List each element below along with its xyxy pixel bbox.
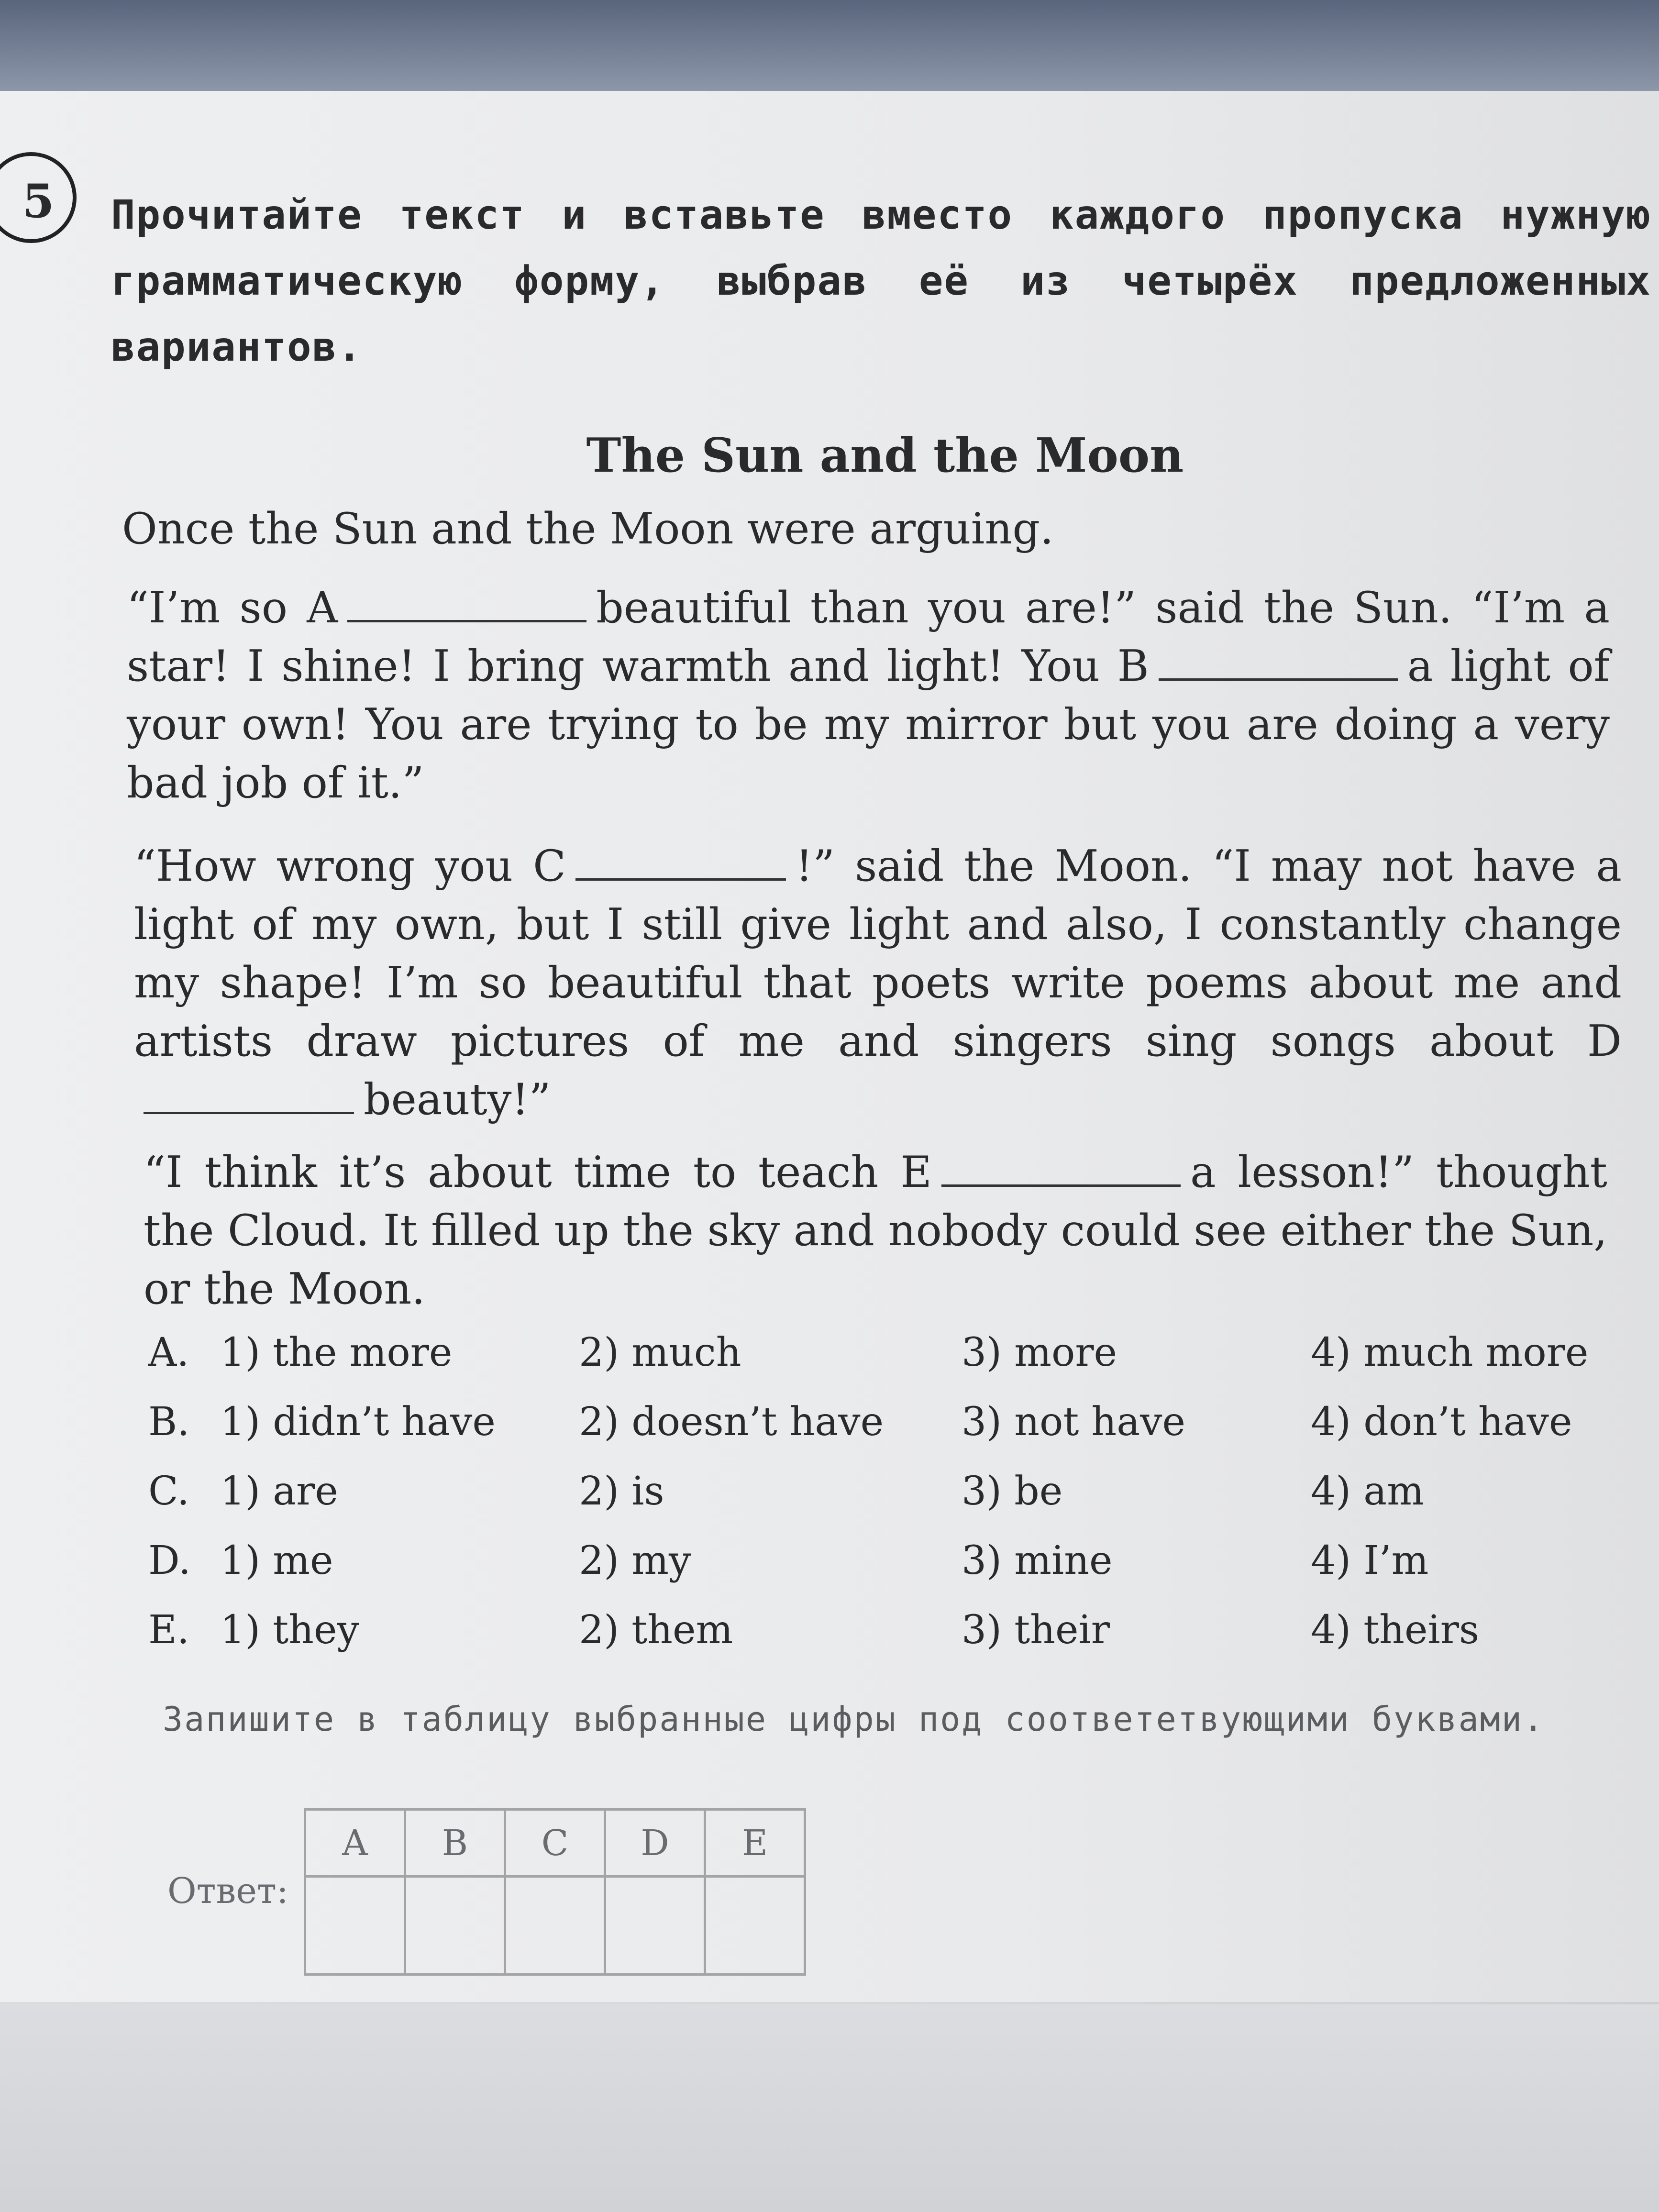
option-row-d: [148, 1538, 1631, 1595]
paragraph-3-part-a: “How wrong you C: [134, 841, 566, 891]
paragraph-4: [144, 1143, 1607, 1318]
paragraph-3-part-c: beauty!”: [364, 1074, 551, 1125]
answer-column-header: C: [505, 1810, 605, 1877]
option-choice[interactable]: 3) more: [962, 1330, 1117, 1375]
gap-e[interactable]: [941, 1181, 1181, 1187]
option-letter: D.: [148, 1538, 191, 1583]
option-choice[interactable]: 1) are: [220, 1469, 338, 1514]
option-choice[interactable]: 1) didn’t have: [220, 1399, 496, 1445]
monitor-bezel: [0, 0, 1659, 91]
option-letter: A.: [148, 1330, 189, 1375]
option-choice[interactable]: 2) much: [579, 1330, 741, 1375]
option-letter: E.: [148, 1607, 189, 1653]
option-choice[interactable]: 4) I’m: [1311, 1538, 1429, 1583]
task-instruction: Прочитайте текст и вставьте вместо каждого пропуска нужную грамматическую форму, выбрав её из четырёх предложенных вариантов.: [111, 191, 1651, 370]
option-row-a: [148, 1330, 1631, 1387]
option-choice[interactable]: 4) much more: [1311, 1330, 1589, 1375]
question-number-badge: 5: [0, 152, 77, 243]
option-choice[interactable]: 3) their: [962, 1607, 1110, 1653]
option-choice[interactable]: 3) be: [962, 1469, 1063, 1514]
option-choice[interactable]: 3) mine: [962, 1538, 1113, 1583]
answer-table-input-row: [305, 1877, 805, 1975]
option-row-b: [148, 1399, 1631, 1457]
paragraph-2-part-c: a light of your own! You are trying to be my mirror but you are doing a very bad job of it.”: [127, 641, 1610, 808]
answer-cell-c[interactable]: [505, 1877, 605, 1975]
paragraph-2-part-a: “I’m so A: [127, 583, 338, 633]
answer-cell-e[interactable]: [705, 1877, 805, 1975]
paragraph-4-part-b: a lesson!” thought the Cloud. It filled up the sky and nobody could see either the Sun, or the Moon.: [144, 1147, 1607, 1314]
option-choice[interactable]: 2) doesn’t have: [579, 1399, 884, 1445]
option-row-e: [148, 1607, 1631, 1665]
option-choice[interactable]: 4) don’t have: [1311, 1399, 1572, 1445]
answer-table: [304, 1808, 806, 1976]
answer-label: Ответ:: [167, 1870, 288, 1912]
gap-a[interactable]: [347, 616, 586, 622]
option-choice[interactable]: 1) me: [220, 1538, 333, 1583]
answer-column-header: E: [705, 1810, 805, 1877]
text-title: The Sun and the Moon: [586, 428, 1184, 483]
answer-cell-b[interactable]: [405, 1877, 505, 1975]
option-row-c: [148, 1469, 1631, 1526]
paragraph-3: [134, 837, 1622, 1129]
paragraph-1-text: Once the Sun and the Moon were arguing.: [122, 504, 1054, 554]
paragraph-1: [122, 500, 1605, 558]
option-choice[interactable]: 2) is: [579, 1469, 664, 1514]
desk-background: [0, 2004, 1659, 2212]
option-choice[interactable]: 4) theirs: [1311, 1607, 1480, 1653]
answer-cell-d[interactable]: [605, 1877, 705, 1975]
option-letter: C.: [148, 1469, 189, 1514]
answer-column-header: A: [305, 1810, 405, 1877]
paragraph-3-part-b: !” said the Moon. “I may not have a light of my own, but I still give light and also, I constantly change my shape! I’m so beautiful that poets write poems about me and artists draw pictures of me and singers sing songs about D: [134, 841, 1622, 1066]
option-choice[interactable]: 4) am: [1311, 1469, 1424, 1514]
answer-cell-a[interactable]: [305, 1877, 405, 1975]
option-choice[interactable]: 2) my: [579, 1538, 691, 1583]
answer-instruction: Запишите в таблицу выбранные цифры под соответетвующими буквами.: [163, 1700, 1545, 1739]
paragraph-4-part-a: “I think it’s about time to teach E: [144, 1147, 932, 1197]
gap-b[interactable]: [1159, 675, 1398, 681]
option-choice[interactable]: 1) they: [220, 1607, 359, 1653]
paragraph-2: [127, 579, 1610, 812]
answer-column-header: D: [605, 1810, 705, 1877]
gap-c[interactable]: [575, 874, 786, 881]
answer-table-header: [305, 1810, 805, 1877]
answer-column-header: B: [405, 1810, 505, 1877]
option-choice[interactable]: 3) not have: [962, 1399, 1185, 1445]
gap-d[interactable]: [144, 1108, 354, 1114]
option-choice[interactable]: 1) the more: [220, 1330, 453, 1375]
option-letter: B.: [148, 1399, 190, 1445]
paragraph-2-part-b: beautiful than you are!” said the Sun. “I’m a star! I shine! I bring warmth and light! You B: [127, 583, 1610, 691]
option-choice[interactable]: 2) them: [579, 1607, 733, 1653]
